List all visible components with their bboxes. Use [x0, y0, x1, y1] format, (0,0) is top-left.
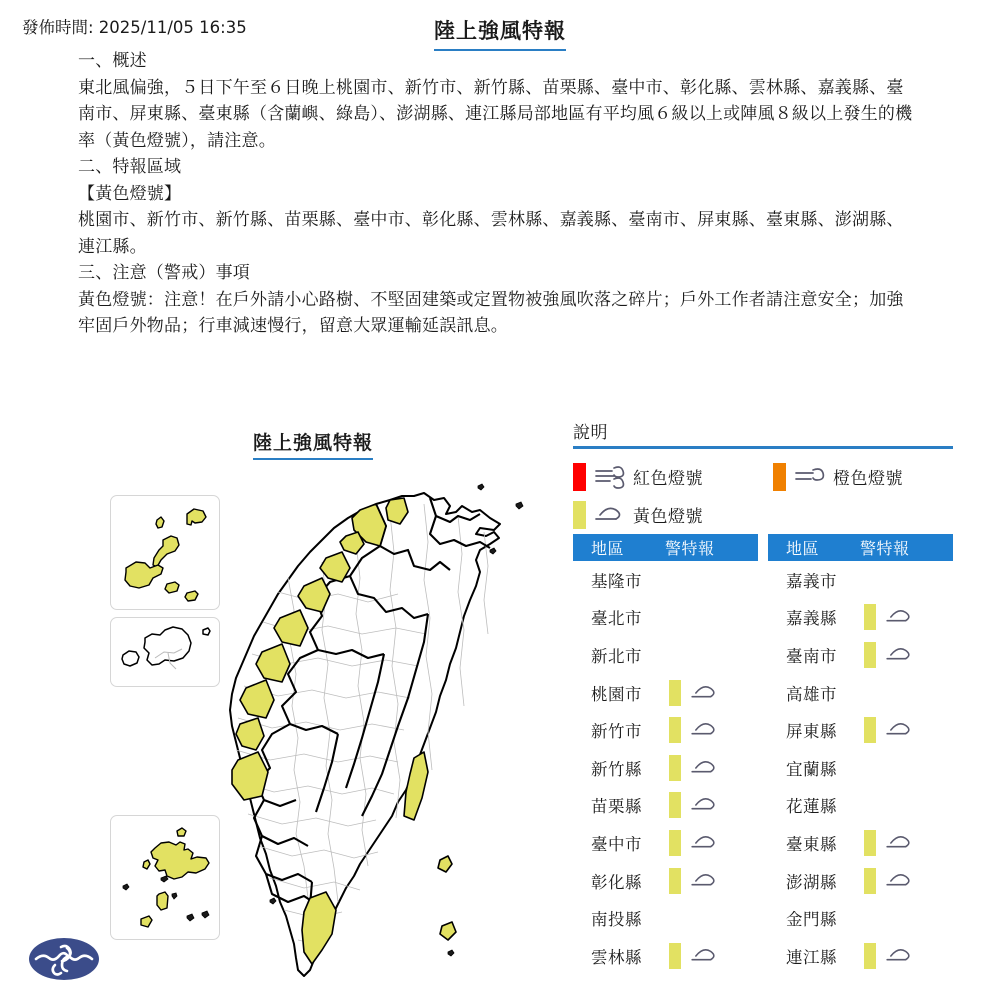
table-row [768, 862, 953, 900]
publish-time: 發佈時間: 2025/11/05 16:35 [22, 18, 247, 37]
table-row [573, 824, 758, 862]
table-cell-area: 南投縣 [591, 910, 642, 930]
table-cell-area: 新竹市 [591, 722, 642, 742]
table-cell-area: 連江縣 [786, 947, 837, 967]
status-badge [864, 830, 876, 856]
section2-text: 桃園市、新竹市、新竹縣、苗栗縣、臺中市、彰化縣、雲林縣、嘉義縣、臺南市、屏東縣、臺東縣、澎湖縣、連江縣。 [78, 210, 904, 257]
table-row [768, 561, 953, 599]
table-cell-area: 高雄市 [786, 684, 837, 704]
table-cell-warning [864, 943, 917, 969]
table-cell-area: 澎湖縣 [786, 872, 837, 892]
warning-table-left [573, 534, 758, 975]
wind-light-icon [690, 793, 722, 817]
wind-light-icon [885, 718, 917, 742]
map-title-text: 陸上強風特報 [253, 428, 373, 460]
status-badge [669, 792, 681, 818]
table-row [573, 711, 758, 749]
table-row [573, 599, 758, 637]
table-row [768, 674, 953, 712]
status-badge [864, 642, 876, 668]
table-cell-warning [864, 604, 917, 630]
column-header-area: 地區 [591, 539, 625, 558]
legend-item-orange [773, 463, 903, 491]
table-cell-area: 基隆市 [591, 571, 642, 591]
section2-signal: 【黃色燈號】 [78, 183, 182, 204]
table-row [573, 749, 758, 787]
wind-light-icon [690, 944, 722, 968]
column-header-warning: 警特報 [860, 539, 910, 558]
legend-item-red [573, 463, 773, 491]
status-badge [669, 830, 681, 856]
table-cell-area: 金門縣 [786, 910, 837, 930]
table-cell-warning [864, 868, 917, 894]
table-row [573, 862, 758, 900]
legend-title: 說明 [573, 423, 608, 443]
page-title-text: 陸上強風特報 [434, 15, 566, 51]
table-header-row [768, 534, 953, 561]
table-cell-area: 臺中市 [591, 834, 642, 854]
wind-light-icon [690, 718, 722, 742]
section1-text: 東北風偏強，５日下午至６日晚上桃園市、新竹市、新竹縣、苗栗縣、臺中市、彰化縣、雲林縣、嘉義縣、臺南市、屏東縣、臺東縣（含蘭嶼、綠島）、澎湖縣、連江縣局部地區有平均風６級以上或陣風８級以上發生的機率（黃色燈號），請注意。 [78, 77, 913, 151]
section3-text: 黃色燈號：注意！在戶外請小心路樹、不堅固建築或定置物被強風吹落之碎片；戶外工作者請注意安全；加強牢固戶外物品；行車減速慢行，留意大眾運輸延誤訊息。 [78, 289, 904, 336]
wind-light-icon [885, 944, 917, 968]
legend [573, 418, 953, 534]
table-cell-warning [669, 943, 722, 969]
legend-label-orange: 橙色燈號 [833, 469, 903, 489]
table-row [573, 899, 758, 937]
table-cell-warning [864, 717, 917, 743]
wind-strong-icon [594, 464, 628, 490]
table-cell-area: 宜蘭縣 [786, 759, 837, 779]
warning-table-right [768, 534, 953, 975]
wind-light-icon [885, 605, 917, 629]
table-row [573, 636, 758, 674]
table-cell-warning [669, 680, 722, 706]
table-cell-area: 嘉義縣 [786, 609, 837, 629]
table-row [768, 787, 953, 825]
table-row [573, 674, 758, 712]
wind-light-icon [594, 502, 628, 528]
table-cell-area: 雲林縣 [591, 947, 642, 967]
wind-light-icon [885, 831, 917, 855]
status-badge [669, 943, 681, 969]
inset-map-penghu [110, 495, 220, 610]
table-cell-area: 臺南市 [786, 646, 837, 666]
table-row [768, 749, 953, 787]
table-cell-area: 彰化縣 [591, 872, 642, 892]
table-row [573, 561, 758, 599]
table-row [573, 937, 758, 975]
status-badge [669, 755, 681, 781]
table-cell-warning [864, 642, 917, 668]
table-cell-area: 桃園市 [591, 684, 642, 704]
table-cell-warning [669, 792, 722, 818]
wind-light-icon [690, 869, 722, 893]
table-cell-area: 屏東縣 [786, 722, 837, 742]
section2-heading: 二、特報區域 [78, 157, 182, 177]
table-row [768, 899, 953, 937]
table-row [768, 937, 953, 975]
status-badge [864, 604, 876, 630]
section1-heading: 一、概述 [78, 51, 147, 71]
legend-swatch-orange [773, 463, 786, 491]
table-cell-warning [669, 868, 722, 894]
wind-light-icon [885, 869, 917, 893]
table-cell-area: 臺東縣 [786, 834, 837, 854]
taiwan-map [218, 482, 538, 982]
cwa-logo [28, 935, 100, 983]
table-cell-area: 嘉義市 [786, 571, 837, 591]
table-cell-area: 苗栗縣 [591, 797, 642, 817]
table-cell-warning [669, 830, 722, 856]
legend-divider [573, 446, 953, 449]
wind-light-icon [690, 831, 722, 855]
legend-row [573, 496, 953, 534]
wind-light-icon [690, 756, 722, 780]
inset-map-kinmen [110, 617, 220, 687]
table-cell-area: 新竹縣 [591, 759, 642, 779]
status-badge [669, 868, 681, 894]
status-badge [864, 717, 876, 743]
legend-swatch-yellow [573, 501, 586, 529]
wind-medium-icon [794, 464, 828, 490]
table-row [768, 599, 953, 637]
inset-map-matsu [110, 815, 220, 940]
table-cell-warning [669, 717, 722, 743]
warning-tables [573, 534, 953, 975]
table-row [768, 824, 953, 862]
table-cell-area: 臺北市 [591, 609, 642, 629]
table-header-row [573, 534, 758, 561]
status-badge [669, 717, 681, 743]
warning-body [78, 48, 920, 340]
table-cell-area: 新北市 [591, 646, 642, 666]
table-cell-warning [669, 755, 722, 781]
table-cell-area: 花蓮縣 [786, 797, 837, 817]
legend-label-red: 紅色燈號 [633, 469, 703, 489]
legend-label-yellow: 黃色燈號 [633, 507, 703, 527]
table-row [768, 711, 953, 749]
table-row [573, 787, 758, 825]
table-cell-warning [864, 830, 917, 856]
status-badge [864, 868, 876, 894]
wind-light-icon [690, 681, 722, 705]
status-badge [864, 943, 876, 969]
column-header-area: 地區 [786, 539, 820, 558]
page-title [0, 15, 1000, 51]
legend-swatch-red [573, 463, 586, 491]
legend-item-yellow [573, 501, 773, 529]
status-badge [669, 680, 681, 706]
legend-row [573, 458, 953, 496]
section3-heading: 三、注意（警戒）事項 [78, 263, 250, 283]
map-title [253, 428, 373, 460]
table-row [768, 636, 953, 674]
column-header-warning: 警特報 [665, 539, 715, 558]
wind-light-icon [885, 643, 917, 667]
